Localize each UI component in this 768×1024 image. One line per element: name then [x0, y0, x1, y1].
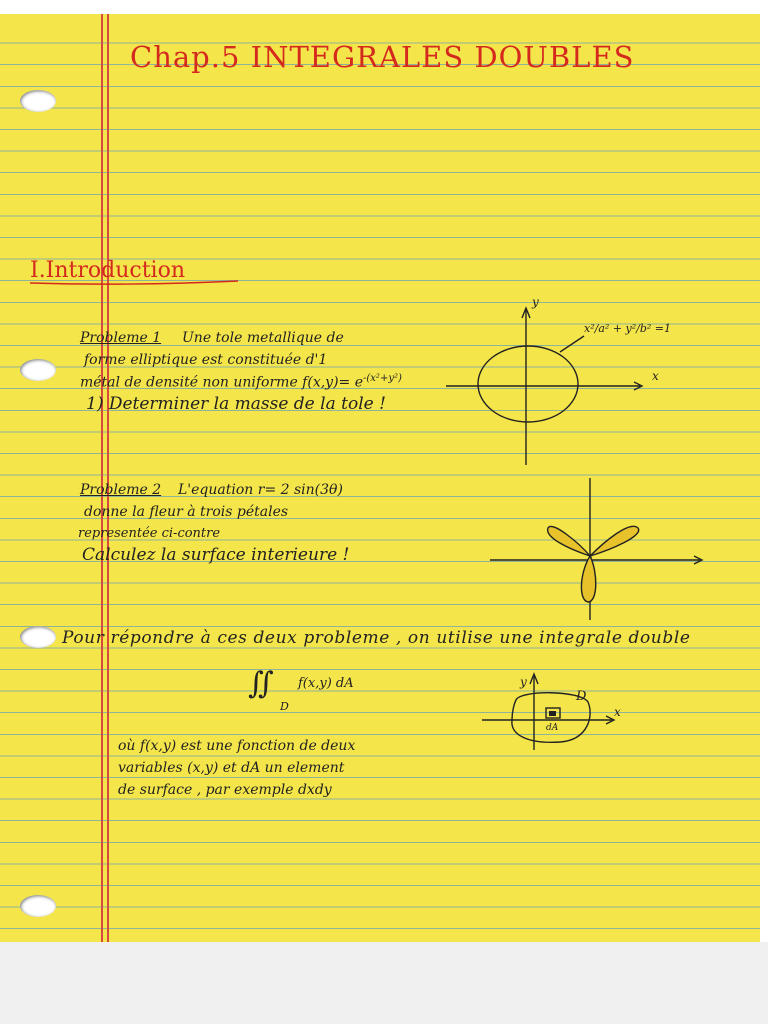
ellipse-shape	[478, 346, 578, 422]
problem2-question: Calculez la surface interieure !	[82, 545, 350, 565]
area-element-label: dA	[546, 723, 559, 733]
ellipse-equation: x²/a² + y²/b² =1	[584, 322, 671, 335]
axis-label: x	[652, 369, 659, 383]
problem1-line: Une tole metallique de	[182, 330, 344, 346]
region-label: D	[576, 689, 587, 704]
region-figure	[482, 674, 621, 750]
double-integral-symbol: ∬	[248, 666, 274, 701]
conclusion-line: Pour répondre à ces deux probleme , on utilise une integrale double	[62, 628, 691, 648]
area-element-fill	[549, 711, 556, 716]
rose-figure	[490, 478, 702, 620]
petal	[548, 526, 590, 556]
page-title: Chap.5 INTEGRALES DOUBLES	[130, 40, 635, 74]
problem1-line: métal de densité non uniforme $f(x,y)= e^{-(x^2+y^2)}$	[80, 373, 402, 391]
section-heading: I.Introduction	[30, 258, 186, 283]
problem2-label: Probleme 2	[80, 482, 162, 498]
petal	[581, 556, 595, 602]
conclusion-line: de surface , par exemple dxdy	[118, 782, 332, 798]
problem1-line: forme elliptique est constituée d'1	[84, 352, 328, 368]
axis-label: y	[520, 675, 527, 689]
problem2-line: L'equation r= 2 sin(3θ)	[178, 482, 343, 498]
petal	[590, 526, 639, 556]
problem1-label: Probleme 1	[80, 330, 162, 346]
conclusion-line: variables (x,y) et dA un element	[118, 760, 345, 776]
conclusion-line: où f(x,y) est une fonction de deux	[118, 738, 356, 754]
section-underline	[30, 281, 238, 284]
problem2-line: donne la fleur à trois pétales	[84, 504, 289, 520]
problem1-question: 1) Determiner la masse de la tole !	[86, 394, 386, 414]
integral-domain: D	[280, 700, 289, 713]
ellipse-pointer	[560, 336, 584, 352]
axis-label: y	[532, 295, 539, 309]
problem2-line: representée ci-contre	[78, 526, 221, 541]
axis-label: x	[614, 705, 621, 719]
integrand: f(x,y) dA	[298, 676, 354, 691]
ellipse-figure	[446, 295, 671, 465]
